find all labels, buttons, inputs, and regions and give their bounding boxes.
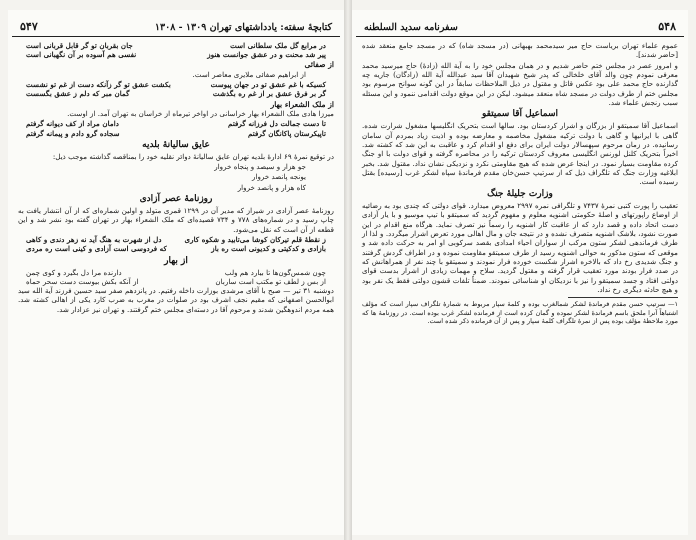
verse-couplet: پیر شد محنت و در عشق جوانست هنوز نفسی هم آسوده بر آن نگهبانی است — [26, 50, 326, 60]
section-paragraph: دوشنبه ۳۱ تیر — صبح با آقای مرشدی بوزارت داخله رفتیم. در پانزدهم صفر سید حسین فرزند آیة الله سید ابوالحسن اصفهانی که مقیم نجف اشرف بود در صلوات در مغرب به ضرب کارد یکی از اهالی کشته شد. همه مردم اندوهگین شدند و مرحوم آقا در دسته‌ای مجلس ختم گرفتند. و تهران نیز عزادار شد. — [18, 285, 334, 314]
verse-couplet: تاپیکرستان پاکانگان گرفتم سجاده گرو دادم و پیمانه گرفتم — [26, 128, 326, 138]
list-item: کاه هزار و پانصد خروار — [237, 182, 306, 192]
left-running-head: کتابچهٔ سفته: یادداشتهای تهران ۱۳۰۹ - ۱۳۰۸ — [154, 22, 332, 33]
right-page — [352, 10, 688, 535]
right-page-header — [356, 10, 684, 37]
left-page — [8, 10, 344, 535]
right-page-number: ۵۴۸ — [658, 20, 676, 33]
left-page-body — [8, 37, 344, 314]
verse-couplet: کسیکه با غم عشق تو در جهان پیوست بکشت عشق تو گر زآنکه دست از غم تو نشست — [26, 80, 326, 90]
section-title: روزنامهٔ عصر آزادی — [139, 194, 213, 205]
section-intro: از ابراهیم صفائی ملایری معاصر است. — [192, 69, 306, 79]
verse-couplet: از بس ز لطف تو مکتب است ساربان از آنکه بکش بیوست دست سحر حماه — [26, 276, 326, 286]
verse-couplet: چون شمس‌گون‌ها تا بیارد هم ولب دارنده مرا دل بگیرد و کوی چمن — [26, 267, 326, 277]
right-running-head: سفرنامه سدید السلطنه — [364, 22, 458, 33]
section-paragraph: عموم علماء تهران بریاست حاج میر سیدمحمد بهبهانی (در مسجد شاه) که در مسجد جامع منعقد شده [حاضر شدند]. — [362, 41, 678, 60]
book-gutter — [344, 0, 352, 540]
section-heading: از صفائی — [304, 60, 334, 70]
footnote: ۱— سرتیپ حسن مقدم فرماندهٔ لشکر شمالغرب بوده و کلمهٔ سپار مربوط به شمارهٔ تلگراف سپار است که مؤلف اشتباهاً آنرا ملحق باسم فرماندهٔ لشکر نموده و گمان کرده است از فرمانده لشکر غرب بوده است. در روزنامهٔ ها که مورد ملاحظهٔ مؤلف بوده پس از نمرهٔ تلگراف کلمهٔ سپار و پس از آن فرمانده ذکر شده است. — [362, 300, 678, 325]
section-title: اسماعیل آقا سمیتقو — [481, 109, 559, 120]
footnote-divider — [568, 297, 678, 298]
section-paragraph: میرزا هادی ملک الشعراء بهار خراسانی در اواخر تیرماه از خراسان به تهران آمد. از اوست. — [67, 108, 334, 118]
list-item: یونجه پانصد خروار — [252, 172, 306, 182]
section-paragraph: در توقیع نمرهٔ ۶۹ ادارهٔ بلدیه تهران عایق سالیانهٔ دوائر نقلیه خود را بمناقصه گذاشته موجب ذیل: — [52, 151, 334, 161]
right-page-body — [352, 37, 688, 325]
section-paragraph: اسماعیل آقا سمیتقو از بزرگان و اشرار کردستان بود. سالها است بتحریک انگلیسها مشغول شرارت شده. گاهی با ایرانیها و گاهی با دولت ترکیه مشغول مخاصمه و معارضه بوده و اذیت زیاد بمردم آن سامان رسانیده. در زمان مرحوم سپهسالار دولت ایران برای دفع او اقدام کرد و عاقبت به این شد که کشته شد. اخیراً بتحریک کلنل لورنس انگلیسی معروف کردستان ترکیه را در محاصره گرفته و قوای دولت با او جنگ کرده مقاومت بسیار نمود. در اینجا عرض شده که هیچ مقاومتی نکرد و نزدیکی نشان نداد. مقتول شد. بخبر ابلاغیه وزارت جنگ که تلگراف ذیل که از سرتیپ حسن‌خان مقدم فرماندهٔ سپاه لشکر غرب [رسیده] بقتل رسیده است. — [362, 121, 678, 187]
verse-couplet: گر بر فرق عشق بر از غم ره بگذشت گمان مبر که دلم ز عشق بگسست — [26, 89, 326, 99]
section-title: وزارت جلیلهٔ جنگ — [487, 188, 553, 199]
section-paragraph: و امروز عصر در مجلس ختم حاضر شدیم و در همان مجلس خود را به آیة الله (زادۀ) حاج میرسید محمد معرفی نمودم چون والد آقای خلخالی که پدر شیخ شهیدان آقا سید عبدالله آیة الله (زادگان) جاریه چه گذارنده حاج محمد علی بود عکس قاتل و مقتول در ذیل الملاحظات سابقاً در این گونه سوانح مرسوم بود مجلس ختم از طرف دولت در مسجد شاه منعقد میشود. لیکن در این موقع دولت اقدامی ننمود و این مسئله سبب رنجش علماء شد. — [362, 60, 678, 108]
section-paragraph: روزنامهٔ عصر آزادی در شیراز که مدیر آن در ۱۲۹۹ قمری متولد و اولین شماره‌ای که از آن انتشار یافت به چاپ رسید و در شماره‌های ۷۷۸ و ۷۳۴ قصیده‌ای که ملک الشعراء بهار در تهران گفته بود نشر شد و این قطعه از آن است که نقل می‌شود. — [18, 206, 334, 234]
verse-couplet: تا دست جمالت دل فرزانه گرفتم دامان مراد از کف دیوانه گرفتم — [26, 119, 326, 129]
section-paragraph: تعقیب را پورت کتبی نمرهٔ ۷۴۳۷ و تلگرافی نمره ۲۹۹۷ معروض میدارد. قوای دولتی که چندی بود به رضائیه از اوضاع راپورتهای و اصلهٔ حکومتی اشنویه معلوم و مفهوم گردید که سمیتقو با تیپ موسیو و با یار آزادی دست اتحاد داده و قصد دارد که از عاقبت کار اشنویه را رسماً نیز تصرف نماید. هرگاه منع اقدام در این صورت نشود، بلاشک اشنویه متصرف نشده و در نتیجه جان و مال اهالی مورد تعرض اشرار میگردد. و لذا از طرف فرماندهی لشکر ستون مرکب از سواران احیاء امدادی بقصد سرکوبی او امر به حرکت داده شد و موقعی که ستون مذکور به حوالی اشنویه رسید از طرف سمیتقو مقاومت نموده و در اطراف گردش گرفتند و جنگ شدیدی رخ داد که بالاخره اشرار شکست خورده فرار نمودند و سمیتقو با چند نفر از همراهانش که در صدد فرار بودند مورد تعقیب قرار گرفته و مقتول گردید. سلاح و مهمات زیادی از اشرار بدست قوای دولتی افتاد و جسد سمیتقو را نیز با نزدیکان او شناسائی نمودند. ضمناً تلفات قشون دولتی فقط یک نفر بود و هیچ حادثه دیگری رخ نداد. — [362, 200, 678, 294]
list-item: جو هزار و سیصد و پنجاه خروار — [214, 162, 306, 172]
section-title: عایق سالیانهٔ بلدیه — [142, 139, 210, 150]
verse-couplet: ز نقطهٔ قلم تیرکان کوشا می‌تابید و شکوه کاری دل از شهرت به هنگ آید نه زهر دندی و کاهی — [26, 235, 326, 245]
section-title: از بهار — [164, 255, 188, 266]
verse-couplet: در مرابع گل ملک سلطانی است جان بقربان تو گر قابل قربانی است — [26, 41, 326, 50]
left-page-number: ۵۴۷ — [20, 20, 38, 33]
section-heading: از ملک الشعراء بهار — [270, 99, 334, 109]
verse-couplet: بازادی و کدکیتی و کدیونی است ره باز که فردوسی است آزادی و کینی است ره مردی — [26, 244, 326, 254]
left-page-header — [12, 10, 340, 37]
